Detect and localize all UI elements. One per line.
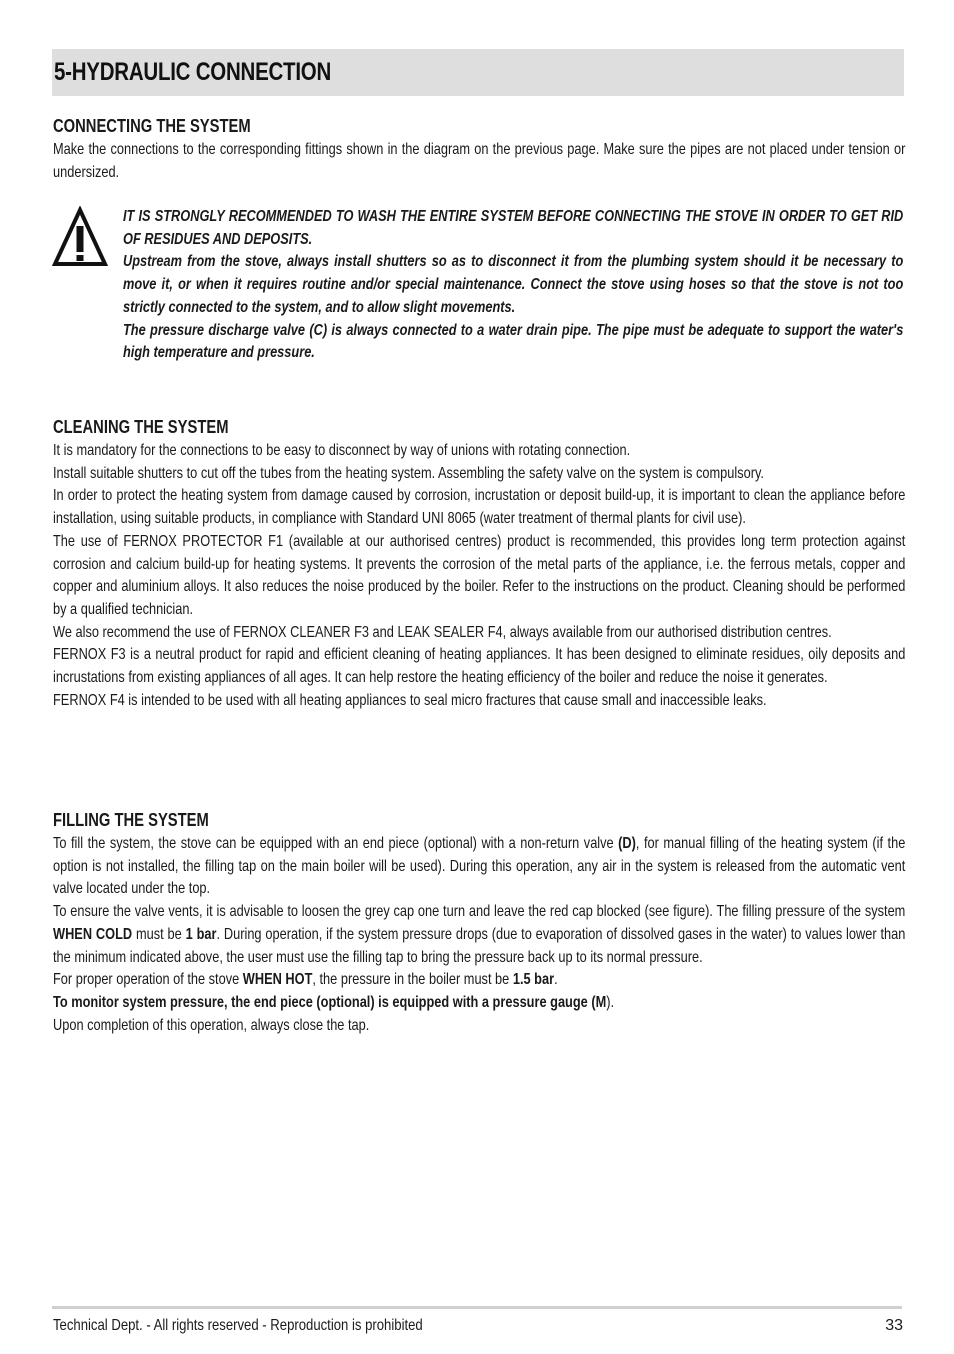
cleaning-title: CLEANING THE SYSTEM: [53, 417, 229, 437]
filling-text: [53, 833, 905, 1037]
footer-copyright: Technical Dept. - All rights reserved - Reproduction is prohibited: [53, 1317, 423, 1334]
cleaning-paragraph: FERNOX F4 is intended to be used with all heating appliances to seal micro fractures that cause small and inaccessible leaks.: [53, 691, 767, 709]
cleaning-paragraph: Install suitable shutters to cut off the tubes from the heating system. Assembling the safety valve on the system is compulsory.: [53, 464, 764, 482]
filling-paragraph: To fill the system, the stove can be equipped with an end piece (optional) with a non-return valve (D), for manual filling of the heating system (if the option is not installed, the filling tap on the main boiler will be used). During this operation, any air in the system is released from the automatic vent valve located under the top.: [53, 835, 906, 898]
cleaning-paragraph: We also recommend the use of FERNOX CLEANER F3 and LEAK SEALER F4, always available from our authorised distribution centres.: [53, 623, 832, 641]
warning-paragraph: The pressure discharge valve (C) is always connected to a water drain pipe. The pipe must be adequate to support the water's high temperature and pressure.: [123, 321, 904, 362]
filling-paragraph: For proper operation of the stove WHEN HOT, the pressure in the boiler must be 1.5 bar.: [53, 971, 558, 989]
cleaning-paragraph: In order to protect the heating system from damage caused by corrosion, incrustation or deposit build-up, it is important to clean the appliance before installation, using suitable products, in compliance with Standard UNI 8065 (water treatment of thermal plants for civil use).: [53, 487, 906, 528]
filling-title: FILLING THE SYSTEM: [53, 810, 209, 830]
filling-paragraph: Upon completion of this operation, always close the tap.: [53, 1016, 370, 1034]
section-title: 5-HYDRAULIC CONNECTION: [54, 58, 332, 86]
cleaning-text: [53, 440, 905, 712]
filling-paragraph: To monitor system pressure, the end piece (optional) is equipped with a pressure gauge (M).: [53, 993, 615, 1011]
cleaning-paragraph: FERNOX F3 is a neutral product for rapid and efficient cleaning of heating appliances. It has been designed to eliminate residues, oily deposits and incrustations from existing appliances of all ages. It can help restore the heating efficiency of the boiler and reduce the noise it generates.: [53, 646, 906, 687]
footer-divider: [52, 1306, 902, 1309]
cleaning-paragraph: It is mandatory for the connections to be easy to disconnect by way of unions with rotating connection.: [53, 442, 631, 459]
cleaning-section: [53, 416, 905, 712]
connecting-section: [53, 115, 905, 184]
warning-text: [123, 206, 903, 365]
warning-paragraph: Upstream from the stove, always install shutters so as to disconnect it from the plumbing system should it be necessary to move it, or when it requires routine and/or special maintenance. Connect the stove using hoses so that the stove is not too strictly connected to the system, and to allow slight movements.: [123, 253, 904, 316]
connecting-title: CONNECTING THE SYSTEM: [53, 116, 251, 136]
filling-paragraph: To ensure the valve vents, it is advisable to loosen the grey cap one turn and leave the red cap blocked (see figure). The filling pressure of the system WHEN COLD must be 1 bar. During operation, if the system pressure drops (due to evaporation of dissolved gases in the water) to values lower than the minimum indicated above, the user must use the filling tap to bring the pressure back up to its normal pressure.: [53, 903, 906, 966]
cleaning-paragraph: The use of FERNOX PROTECTOR F1 (available at our authorised centres) product is recommended, this provides long term protection against corrosion and calcium build-up for heating systems. It prevents the corrosion of the metal parts of the appliance, i.e. the ferrous metals, copper and copper and aluminium alloys. It also reduces the noise produced by the boiler. Refer to the instructions on the product. Cleaning should be performed by a qualified technician.: [53, 532, 906, 618]
page-number: 33: [885, 1317, 903, 1334]
warning-paragraph: IT IS STRONGLY RECOMMENDED TO WASH THE ENTIRE SYSTEM BEFORE CONNECTING THE STOVE IN ORDER TO GET RID OF RESIDUES AND DEPOSITS.: [123, 208, 904, 248]
warning-triangle-icon: [52, 206, 108, 268]
section-header-bar: [52, 49, 904, 96]
connecting-text: Make the connections to the corresponding fittings shown in the diagram on the previous page. Make sure the pipes are not placed under tension or undersized.: [53, 141, 906, 181]
filling-section: [53, 809, 905, 1037]
